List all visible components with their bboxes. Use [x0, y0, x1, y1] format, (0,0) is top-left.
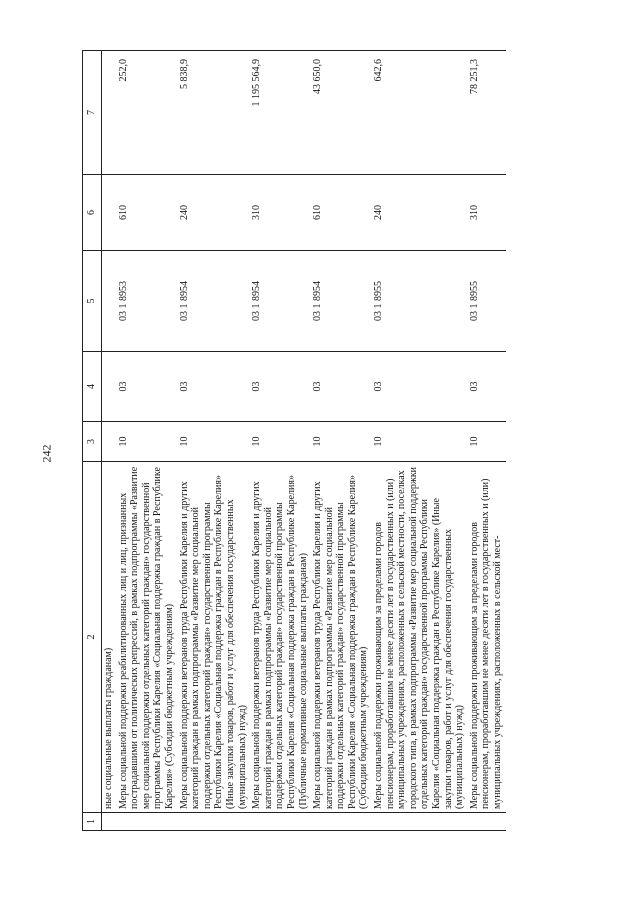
expense-type-cell: 610 [311, 175, 372, 251]
table-row [102, 51, 117, 831]
column-header-6: 6 [83, 175, 102, 251]
row-index-cell [468, 813, 506, 831]
description-cell: Меры социальной поддержки проживающим за пределами городов пенсионерам, проработавшим не менее десяти лет в государственных и (или) муниципальных учреждениях, расположенных в сельской местности, поселках городского типа, в рамках подпрограммы «Развитие мер социальной поддержки отдельных категорий граждан» государственной программы Республики Карелия «Социальная поддержка граждан в Республике Карелия» (Иные закупки товаров, работ и услуг для обеспечения государственных (муниципальных) нужд) [372, 462, 468, 813]
amount-cell: 5 838,9 [178, 51, 251, 175]
amount-cell: 252,0 [117, 51, 178, 175]
expense-type-cell: 240 [372, 175, 468, 251]
amount-cell: 642,6 [372, 51, 468, 175]
target-article-cell: 03 1 8953 [117, 251, 178, 352]
row-index-cell [117, 813, 178, 831]
column-header-2: 2 [83, 462, 102, 813]
target-article-cell: 03 1 8954 [311, 251, 372, 352]
budget-table [82, 50, 506, 831]
description-cell: Меры социальной поддержки реабилитированных лиц и лиц, признанных пострадавшими от политических репрессий, в рамках подпрограммы «Развитие мер социальной поддержки отдельных категорий граждан» государственной программы Республики Карелия «Социальная поддержка граждан в Республике Карелия» (Субсидии бюджетным учреждениям) [117, 462, 178, 813]
column-header-4: 4 [83, 352, 102, 422]
amount-cell [102, 51, 117, 175]
table-row [468, 51, 506, 831]
section-cell: 10 [311, 422, 372, 462]
description-cell: Меры социальной поддержки ветеранов труда Республики Карелия и других категорий граждан в рамках подпрограммы «Развитие мер социальной поддержки отдельных категорий граждан» государственной программы Республики Карелия «Социальная поддержка граждан в Республике Карелия» (Иные закупки товаров, работ и услуг для обеспечения государственных (муниципальных) нужд) [178, 462, 251, 813]
expense-type-cell: 240 [178, 175, 251, 251]
column-header-1: 1 [83, 813, 102, 831]
expense-type-cell [102, 175, 117, 251]
section-cell: 10 [250, 422, 311, 462]
page-number: 242 [39, 444, 54, 463]
target-article-cell: 03 1 8955 [372, 251, 468, 352]
description-cell: Меры социальной поддержки ветеранов труда Республики Карелия и других категорий граждан в рамках подпрограммы «Развитие мер социальной поддержки отдельных категорий граждан» государственной программы Республики Карелия «Социальная поддержка граждан в Республике Карелия» (Субсидии бюджетным учреждениям) [311, 462, 372, 813]
row-index-cell [178, 813, 251, 831]
column-header-5: 5 [83, 251, 102, 352]
row-index-cell [250, 813, 311, 831]
target-article-cell: 03 1 8955 [468, 251, 506, 352]
section-cell: 10 [468, 422, 506, 462]
expense-type-cell: 610 [117, 175, 178, 251]
subsection-cell: 03 [178, 352, 251, 422]
subsection-cell: 03 [468, 352, 506, 422]
row-index-cell [311, 813, 372, 831]
target-article-cell: 03 1 8954 [178, 251, 251, 352]
expense-type-cell: 310 [468, 175, 506, 251]
subsection-cell: 03 [311, 352, 372, 422]
section-cell: 10 [178, 422, 251, 462]
description-cell: ные социальные выплаты гражданам) [102, 462, 117, 813]
subsection-cell: 03 [372, 352, 468, 422]
rotated-page [82, 51, 604, 831]
table-row [250, 51, 311, 831]
amount-cell: 43 650,0 [311, 51, 372, 175]
expense-type-cell: 310 [250, 175, 311, 251]
target-article-cell: 03 1 8954 [250, 251, 311, 352]
table-header-row [83, 51, 102, 831]
column-header-3: 3 [83, 422, 102, 462]
subsection-cell [102, 352, 117, 422]
row-index-cell [372, 813, 468, 831]
description-cell: Меры социальной поддержки проживающим за пределами городов пенсионерам, проработавшим не менее десяти лет в государственных и (или) муниципальных учреждениях, расположенных в сельской мест- [468, 462, 506, 813]
row-index-cell [102, 813, 117, 831]
target-article-cell [102, 251, 117, 352]
table-row [311, 51, 372, 831]
amount-cell: 1 195 564,9 [250, 51, 311, 175]
table-row [178, 51, 251, 831]
subsection-cell: 03 [117, 352, 178, 422]
amount-cell: 78 251,3 [468, 51, 506, 175]
section-cell [102, 422, 117, 462]
section-cell: 10 [117, 422, 178, 462]
description-cell: Меры социальной поддержки ветеранов труда Республики Карелия и других категорий граждан в рамках подпрограммы «Развитие мер социальной поддержки отдельных категорий граждан» государственной программы Республики Карелия «Социальная поддержка граждан в Республике Карелия» (Публичные нормативные социальные выплаты гражданам) [250, 462, 311, 813]
column-header-7: 7 [83, 51, 102, 175]
table-row [372, 51, 468, 831]
subsection-cell: 03 [250, 352, 311, 422]
table-row [117, 51, 178, 831]
section-cell: 10 [372, 422, 468, 462]
